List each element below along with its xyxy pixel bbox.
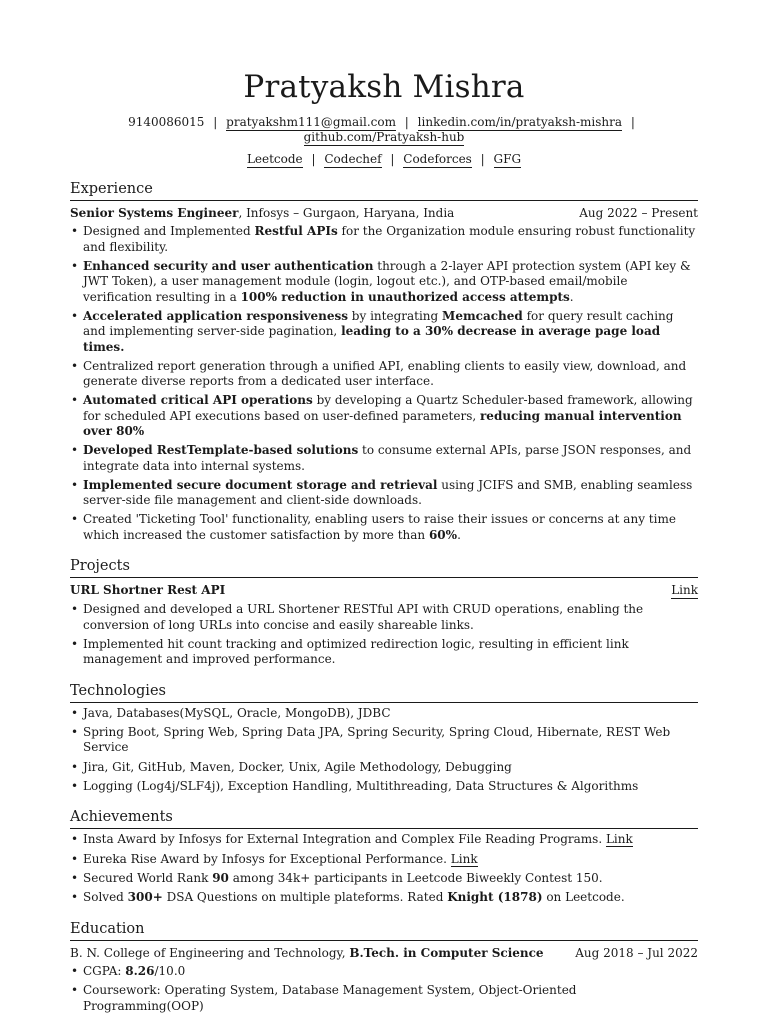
list-item: • Enhanced security and user authentication through a 2-layer API protection system (API key & JWT Token), a user management module (login, logout etc.), and OTP-based email/mobile verification resulting in a 100% reduction in unauthorized access attempts. — [70, 259, 698, 306]
separator: | — [213, 115, 218, 129]
award-link[interactable]: Link — [450, 851, 478, 866]
job-title — [70, 206, 454, 221]
experience-bullets — [70, 224, 698, 543]
award-link[interactable]: Link — [605, 832, 633, 847]
list-item: • Designed and Implemented Restful APIs for the Organization module ensuring robust functionality and flexibility. — [70, 224, 698, 255]
technologies-list — [70, 706, 698, 795]
list-item: • Spring Boot, Spring Web, Spring Data JPA, Spring Security, Spring Cloud, Hibernate, REST Web Service — [70, 725, 698, 756]
list-item: • Eureka Rise Award by Infosys for Exceptional Performance. Link — [70, 852, 698, 868]
list-item: • Insta Award by Infosys for External Integration and Complex File Reading Programs. Link — [70, 832, 698, 848]
list-item: • Secured World Rank 90 among 34k+ participants in Leetcode Biweekly Contest 150. — [70, 871, 698, 887]
list-item: • Created 'Ticketing Tool' functionality, enabling users to raise their issues or concerns at any time which increased the customer satisfaction by more than 60%. — [70, 512, 698, 543]
technologies-heading: Technologies — [70, 682, 698, 703]
project-link[interactable]: Link — [671, 583, 698, 597]
separator: | — [390, 152, 395, 166]
list-item: • Automated critical API operations by developing a Quartz Scheduler-based framework, allowing for scheduled API executions based on user-defined parameters, reducing manual intervention over 80% — [70, 393, 698, 440]
candidate-name: Pratyaksh Mishra — [243, 69, 525, 105]
projects-heading: Projects — [70, 557, 698, 578]
list-item: • Coursework: Operating System, Database Management System, Object-Oriented Programming(OOP) — [70, 983, 698, 1014]
separator: | — [630, 115, 635, 129]
list-item: • Designed and developed a URL Shortener RESTful API with CRUD operations, enabling the conversion of long URLs into concise and easily shareable links. — [70, 602, 698, 633]
gfg-link[interactable]: GFG — [493, 152, 522, 166]
list-item: • Logging (Log4j/SLF4j), Exception Handling, Multithreading, Data Structures & Algorithms — [70, 779, 698, 795]
github-link[interactable]: github.com/Pratyaksh-hub — [303, 130, 465, 144]
achievements-list — [70, 832, 698, 905]
experience-entry-header — [70, 206, 698, 221]
contact-row — [70, 115, 698, 145]
separator: | — [404, 115, 409, 129]
list-item: • Solved 300+ DSA Questions on multiple plateforms. Rated Knight (1878) on Leetcode. — [70, 890, 698, 906]
project-bullets — [70, 602, 698, 668]
education-bullets — [70, 964, 698, 1014]
education-heading: Education — [70, 920, 698, 941]
education-entry-header — [70, 946, 698, 961]
list-item: • Implemented secure document storage and retrieval using JCIFS and SMB, enabling seamless server-side file management and client-side downloads. — [70, 478, 698, 509]
list-item: • Implemented hit count tracking and optimized redirection logic, resulting in efficient link management and improved performance. — [70, 637, 698, 668]
role: Senior Systems Engineer — [70, 206, 239, 220]
project-name: URL Shortner Rest API — [70, 583, 226, 597]
phone-number: 9140086015 — [128, 115, 205, 129]
list-item: • CGPA: 8.26/10.0 — [70, 964, 698, 980]
college-degree: B. N. College of Engineering and Technology, B.Tech. in Computer Science — [70, 945, 544, 960]
company: , Infosys – Gurgaon, Haryana, India — [238, 206, 455, 220]
job-dates: Aug 2022 – Present — [579, 206, 698, 220]
leetcode-link[interactable]: Leetcode — [246, 152, 303, 166]
list-item: • Java, Databases(MySQL, Oracle, MongoDB), JDBC — [70, 706, 698, 722]
project-entry-header — [70, 583, 698, 599]
achievements-heading: Achievements — [70, 808, 698, 829]
profiles-row — [70, 152, 698, 167]
email-link[interactable]: pratyakshm111@gmail.com — [226, 115, 396, 129]
experience-heading: Experience — [70, 180, 698, 201]
list-item: • Developed RestTemplate-based solutions to consume external APIs, parse JSON responses, and integrate data into internal systems. — [70, 443, 698, 474]
list-item: • Centralized report generation through a unified API, enabling clients to easily view, download, and generate diverse reports from a dedicated user interface. — [70, 359, 698, 390]
codeforces-link[interactable]: Codeforces — [403, 152, 472, 166]
education-dates: Aug 2018 – Jul 2022 — [575, 945, 698, 960]
list-item: • Jira, Git, GitHub, Maven, Docker, Unix, Agile Methodology, Debugging — [70, 760, 698, 776]
separator: | — [480, 152, 485, 166]
codechef-link[interactable]: Codechef — [324, 152, 382, 166]
linkedin-link[interactable]: linkedin.com/in/pratyaksh-mishra — [417, 115, 623, 129]
resume-page — [70, 0, 698, 1018]
list-item: • Accelerated application responsiveness by integrating Memcached for query result caching and implementing server-side pagination, leading to a 30% decrease in average page load times. — [70, 309, 698, 356]
separator: | — [311, 152, 316, 166]
